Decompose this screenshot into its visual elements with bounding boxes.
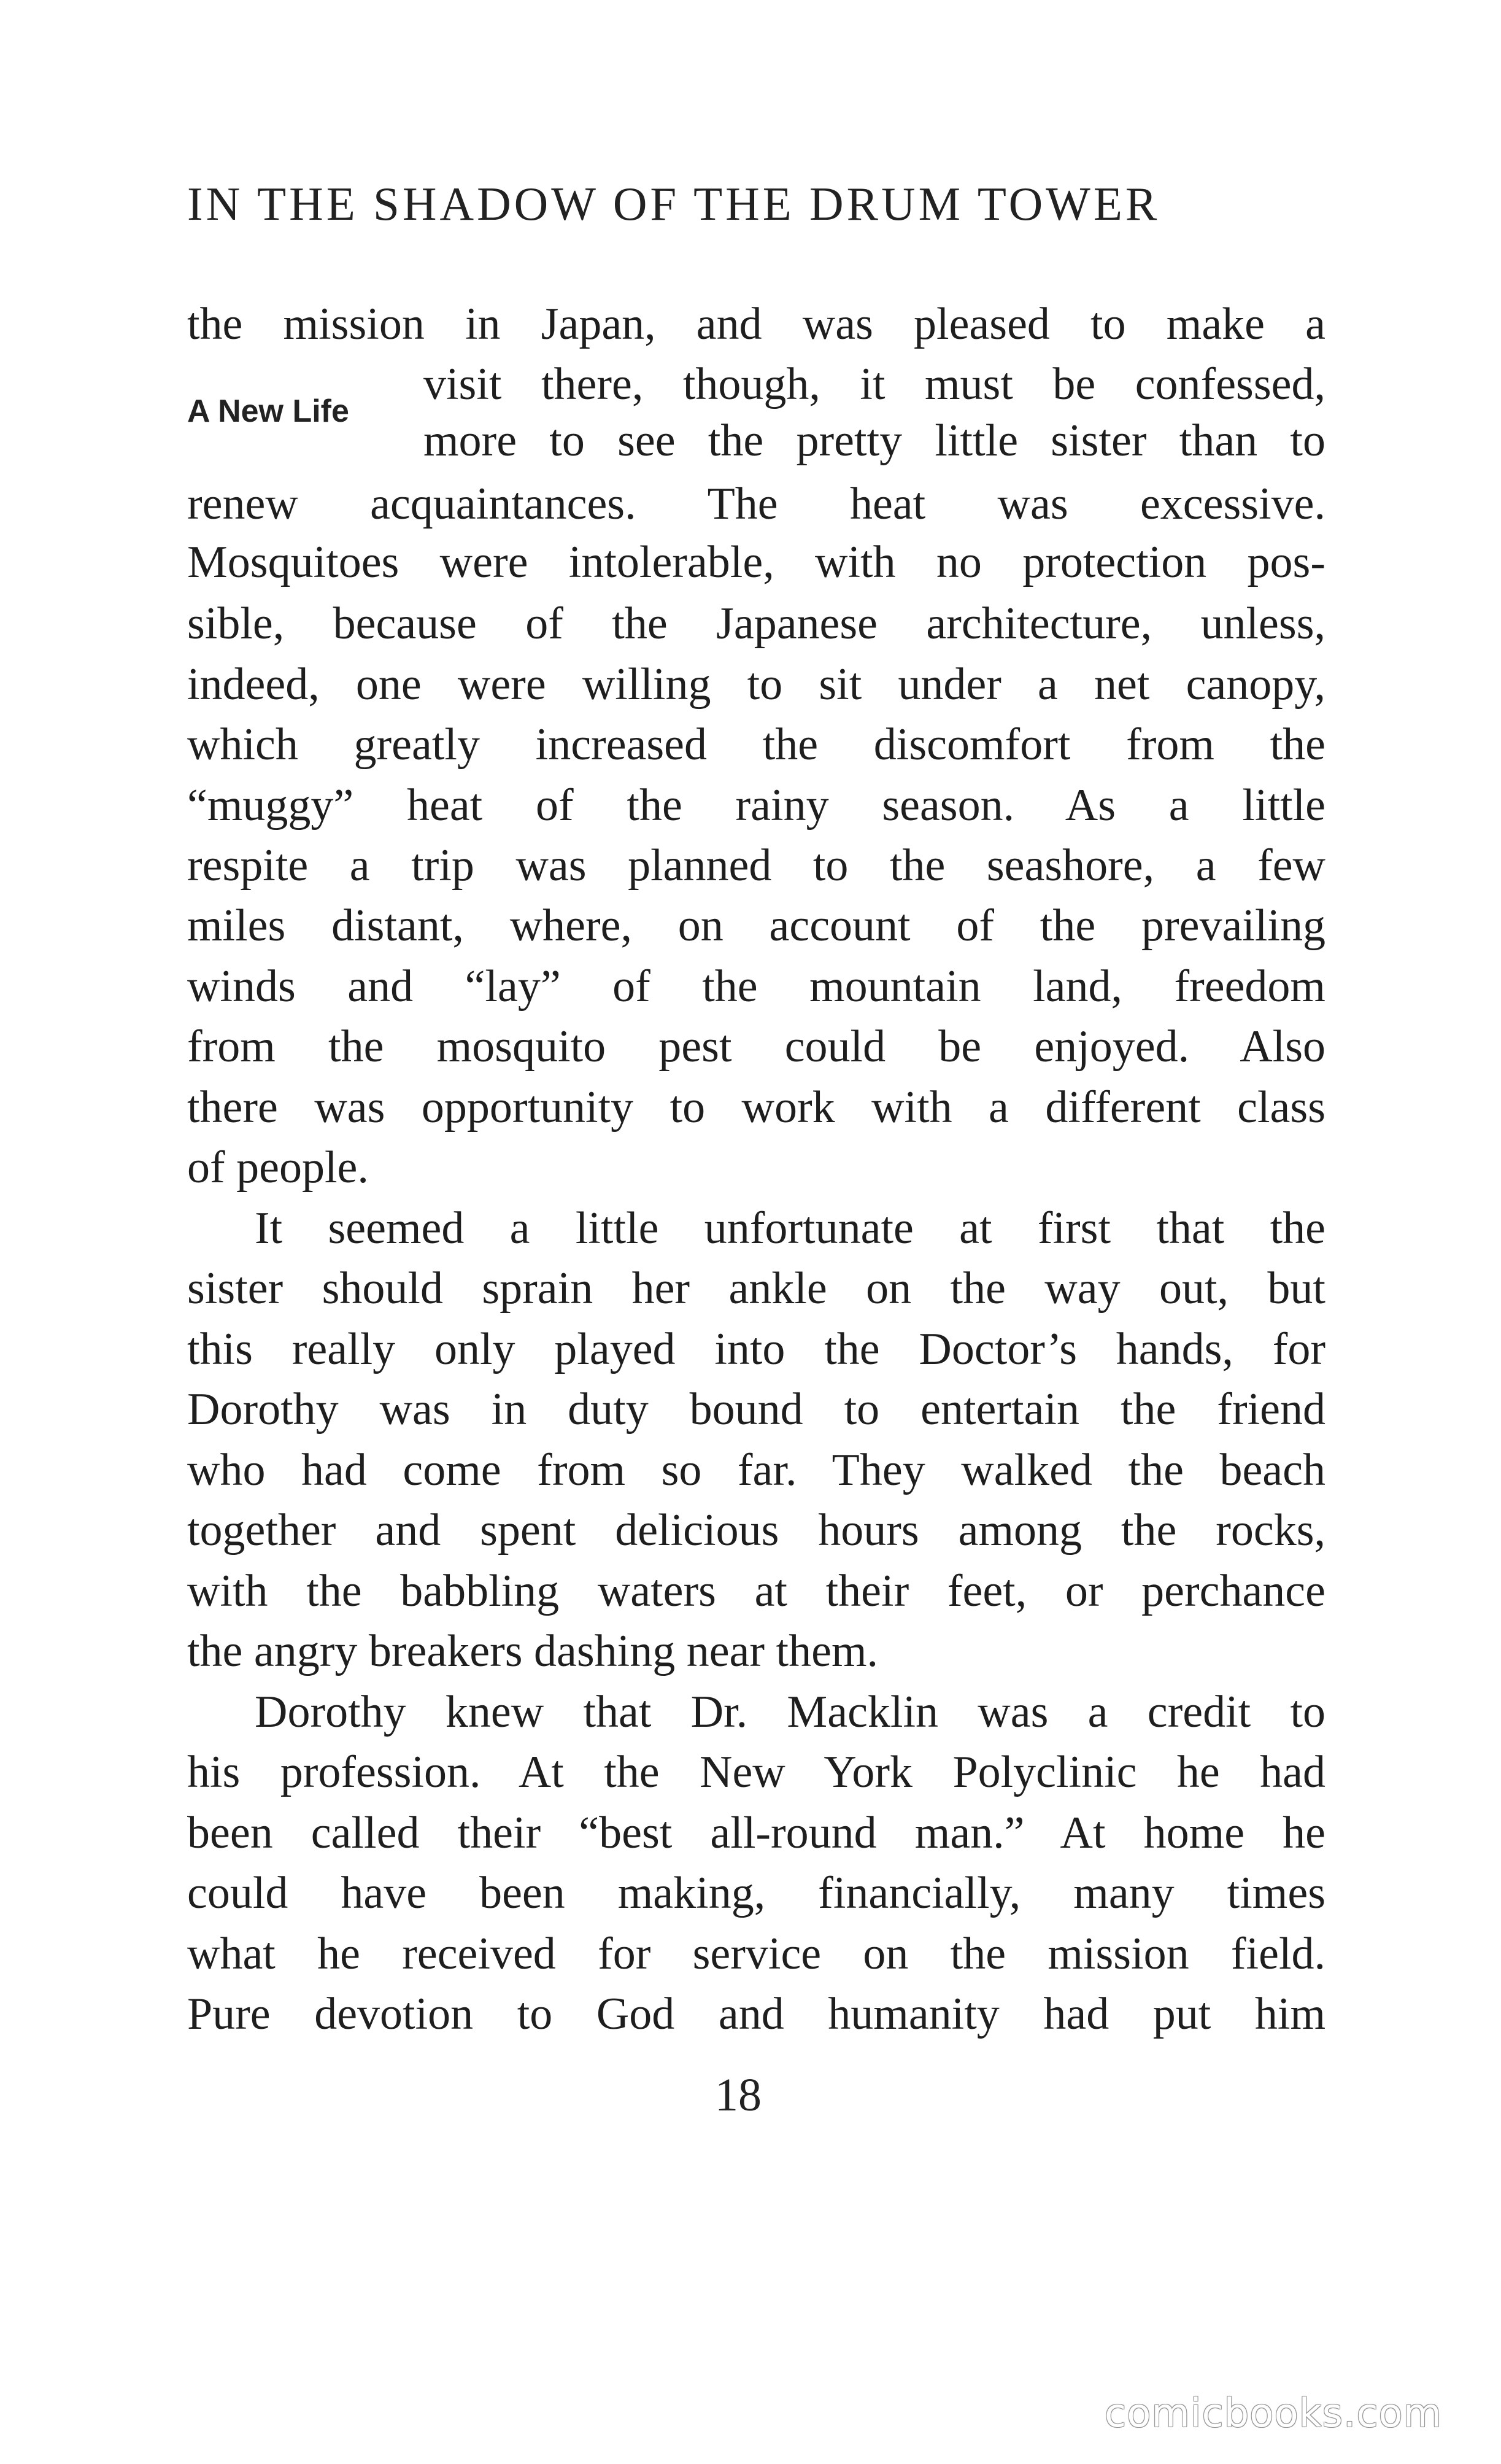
text-line: which greatly increased the discomfort from the [187, 719, 1325, 770]
text-line: indeed, one were willing to sit under a net canopy, [187, 659, 1325, 710]
text-line: sister should sprain her ankle on the way out, but [187, 1263, 1325, 1314]
text-line: more to see the pretty little sister than to [423, 416, 1325, 466]
text-line: sible, because of the Japanese architecture, unless, [187, 599, 1325, 649]
text-line: there was opportunity to work with a different class [187, 1082, 1325, 1133]
text-line: what he received for service on the mission field. [187, 1929, 1325, 1979]
running-head: IN THE SHADOW OF THE DRUM TOWER [187, 177, 1160, 230]
text-line: the mission in Japan, and was pleased to make a [187, 299, 1325, 349]
text-line: could have been making, financially, many times [187, 1868, 1325, 1918]
text-line: together and spent delicious hours among the rocks, [187, 1505, 1325, 1555]
text-line: Mosquitoes were intolerable, with no protection pos- [187, 537, 1325, 587]
text-line: respite a trip was planned to the seashore, a few [187, 840, 1325, 891]
text-line: winds and “lay” of the mountain land, freedom [187, 961, 1325, 1012]
text-line: Dorothy was in duty bound to entertain the friend [187, 1384, 1325, 1435]
page-number: 18 [715, 2069, 762, 2121]
text-line: his profession. At the New York Polyclinic he had [187, 1747, 1325, 1797]
text-line: the angry breakers dashing near them. [187, 1626, 879, 1676]
text-line: of people. [187, 1142, 369, 1193]
text-line: this really only played into the Doctor’s hands, for [187, 1324, 1325, 1374]
text-line: Pure devotion to God and humanity had put him [187, 1989, 1325, 2039]
text-line: who had come from so far. They walked the beach [187, 1445, 1325, 1495]
text-line: been called their “best all-round man.” At home he [187, 1808, 1325, 1858]
text-line: with the babbling waters at their feet, or perchance [187, 1566, 1325, 1616]
text-line: renew acquaintances. The heat was excessive. [187, 479, 1325, 529]
text-line: from the mosquito pest could be enjoyed. Also [187, 1021, 1325, 1072]
site-watermark: comicbooks.com [1105, 2391, 1443, 2436]
text-line: It seemed a little unfortunate at first that the [255, 1203, 1325, 1253]
text-line: miles distant, where, on account of the prevailing [187, 901, 1325, 951]
text-line: Dorothy knew that Dr. Macklin was a credit to [255, 1687, 1325, 1737]
text-line: visit there, though, it must be confessed, [423, 359, 1325, 409]
text-line: “muggy” heat of the rainy season. As a little [187, 780, 1325, 831]
marginal-sidenote: A New Life [187, 393, 349, 429]
